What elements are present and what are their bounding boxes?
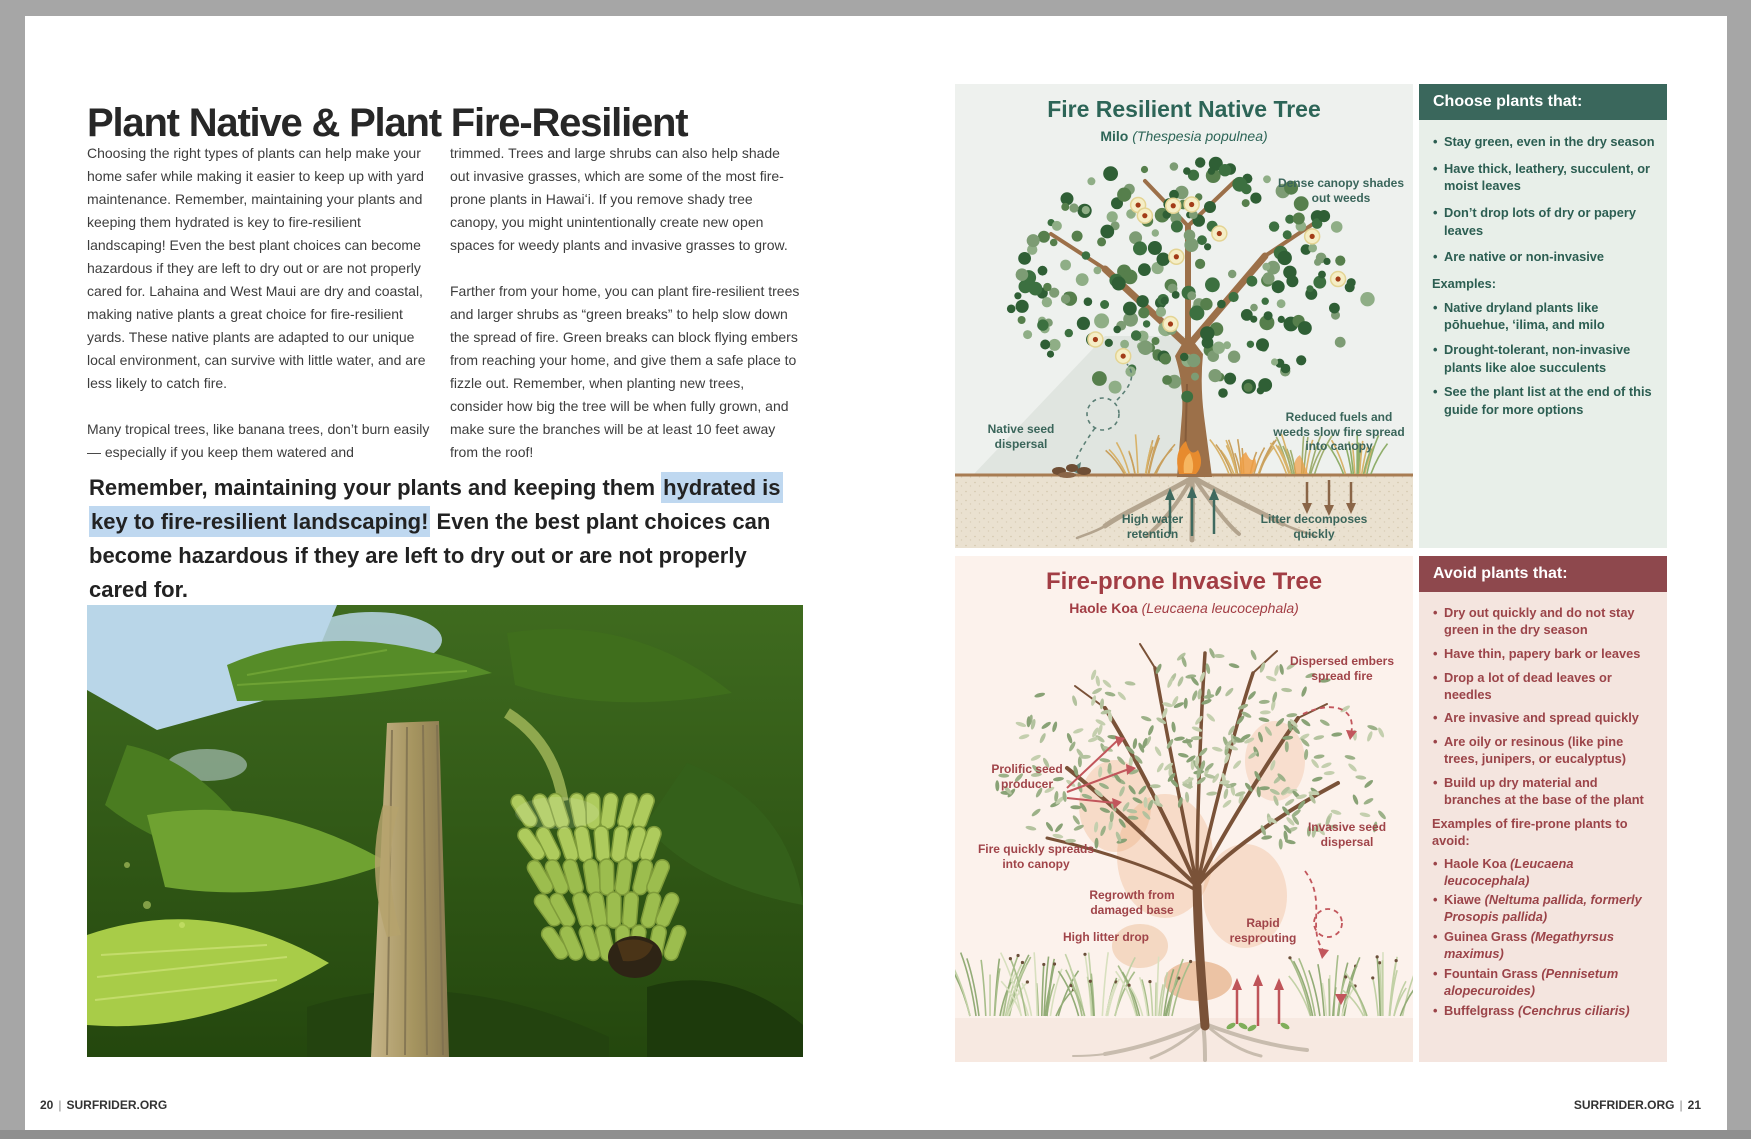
label-dense-canopy: Dense canopy shades out weeds	[1277, 176, 1405, 205]
plant-name: Fountain Grass	[1444, 966, 1538, 982]
native-tree-art	[955, 84, 1413, 548]
plant-latin-name: (Thespesia populnea)	[1132, 128, 1268, 144]
plant-name: Guinea Grass	[1444, 929, 1528, 945]
list-item: • Are oily or resinous (like pine trees, junipers, or eucalyptus)	[1432, 734, 1657, 768]
plant-latin-name: (Leucaena leucocephala)	[1141, 600, 1299, 616]
pull-quote-highlight: hydrated is key to fire-resilient landscaping!	[89, 472, 783, 537]
avoid-bullet-list	[1432, 605, 1657, 809]
paragraph: Many tropical trees, like banana trees, don’t burn easily — especially if you keep them watered and	[87, 421, 430, 460]
plant-name: Buffelgrass	[1444, 1002, 1515, 1018]
paragraph: Farther from your home, you can plant fire-resilient trees and larger shrubs as “green breaks” to help slow down the spread of fire. Green breaks can block flying embers from reaching your home, and give them a safe place to fizzle out. Remember, when planting new trees, consider how big the tree will be when fully grown, and make sure the branches will be at least 10 feet away from the roof!	[450, 283, 800, 460]
label-prolific-seed: Prolific seed producer	[991, 762, 1063, 791]
page-number: 20	[40, 1098, 54, 1112]
list-item: • See the plant list at the end of this guide for more options	[1432, 383, 1657, 418]
label-reduced-fuels: Reduced fuels and weeds slow fire spread into canopy	[1273, 410, 1405, 454]
plant-latin: (Leucaena leucocephala)	[1444, 855, 1574, 888]
native-diagram-subtitle	[955, 128, 1413, 144]
list-item: • Are invasive and spread quickly	[1432, 710, 1657, 727]
site-name: SURFRIDER.ORG	[1573, 1098, 1675, 1112]
site-name: SURFRIDER.ORG	[66, 1098, 168, 1112]
label-regrowth-base: Regrowth from damaged base	[1089, 888, 1175, 917]
footer-left	[40, 1098, 167, 1112]
label-fire-spreads-canopy: Fire quickly spreads into canopy	[977, 842, 1095, 871]
pull-quote-text: Remember, maintaining your plants and keeping them	[89, 475, 662, 500]
label-rapid-resprouting: Rapid resprouting	[1229, 916, 1297, 945]
list-item: • Build up dry material and branches at the base of the plant	[1432, 775, 1657, 809]
footer-separator: |	[58, 1098, 62, 1112]
invasive-tree-diagram	[955, 556, 1413, 1062]
choose-panel-body	[1419, 120, 1667, 419]
plant-latin: (Cenchrus ciliaris)	[1517, 1002, 1630, 1018]
label-native-seed-dispersal: Native seed dispersal	[987, 422, 1055, 451]
examples-heading: Examples of fire-prone plants to avoid:	[1432, 815, 1628, 848]
plant-latin: (Megathyrsus maximus)	[1444, 929, 1614, 962]
page-number: 21	[1687, 1098, 1701, 1112]
list-item: • Don’t drop lots of dry or papery leaves	[1432, 204, 1657, 239]
document-page-spread	[25, 16, 1727, 1130]
plant-common-name: Haole Koa	[1069, 600, 1138, 616]
invasive-diagram-subtitle	[955, 600, 1413, 616]
list-item	[1432, 966, 1657, 1000]
invasive-diagram-title: Fire-prone Invasive Tree	[1045, 568, 1323, 595]
avoid-plants-panel	[1419, 556, 1667, 1062]
label-litter-decomposes: Litter decomposes quickly	[1260, 512, 1368, 541]
examples-heading: Examples:	[1432, 275, 1497, 291]
list-item: • Dry out quickly and do not stay green in the dry season	[1432, 605, 1657, 639]
label-dispersed-embers: Dispersed embers spread fire	[1289, 654, 1395, 683]
plant-common-name: Milo	[1100, 128, 1129, 144]
label-high-litter-drop: High litter drop	[1063, 930, 1149, 944]
native-tree-diagram	[955, 84, 1413, 548]
native-diagram-title: Fire Resilient Native Tree	[1047, 96, 1321, 122]
choose-bullet-list	[1432, 133, 1657, 266]
list-item: • Stay green, even in the dry season	[1432, 133, 1657, 151]
plant-name: Kiawe	[1444, 892, 1481, 908]
body-column-1	[87, 142, 437, 487]
list-item	[1432, 892, 1657, 926]
pull-quote	[89, 471, 803, 607]
list-item: • Drop a lot of dead leaves or needles	[1432, 670, 1657, 704]
page-title: Plant Native & Plant Fire-Resilient	[87, 100, 688, 145]
banana-tree-photo-art	[87, 605, 803, 1057]
plant-latin: (Pennisetum alopecuroides)	[1444, 966, 1619, 998]
footer-right	[1574, 1098, 1701, 1112]
paragraph: Choosing the right types of plants can help make your home safer while making it easier to keep up with yard maintenance. Remember, maintaining your plants and keeping them hydrated is key to fire-resilient landscaping! Even the best plant choices can become hazardous if they are left to dry out or are not properly cared for. Lahaina and West Maui are dry and coastal, making native plants a great choice for fire-resilient yards. These native plants are adapted to our unique local environment, can survive with little water, and are less likely to catch fire.	[87, 145, 426, 391]
viewer-bottom-edge	[0, 1130, 1751, 1139]
choose-panel-header: Choose plants that:	[1419, 84, 1667, 120]
list-item: • Native dryland plants like pōhuehue, ʻilima, and milo	[1432, 299, 1657, 334]
pull-quote-text: Even the best plant choices can become hazardous if they are left to dry out or are not properly cared for.	[89, 509, 771, 602]
choose-examples-list	[1432, 299, 1657, 419]
list-item	[1432, 856, 1657, 890]
invasive-tree-art	[955, 556, 1413, 1062]
list-item	[1432, 929, 1657, 963]
paragraph: trimmed. Trees and large shrubs can also help shade out invasive grasses, which are some of the most fire-prone plants in Hawaiʻi. If you remove shady tree canopy, you might unintentionally create new open spaces for weedy plants and invasive grasses to grow.	[450, 145, 788, 253]
list-item: • Have thick, leathery, succulent, or moist leaves	[1432, 160, 1657, 195]
list-item	[1432, 1003, 1657, 1020]
list-item: • Drought-tolerant, non-invasive plants like aloe succulents	[1432, 341, 1657, 376]
plant-name: Haole Koa	[1444, 855, 1507, 871]
label-high-water-retention: High water retention	[1121, 512, 1184, 541]
plant-latin: (Neltuma pallida, formerly Prosopis pallida)	[1444, 892, 1642, 925]
list-item: • Have thin, papery bark or leaves	[1432, 646, 1657, 663]
footer-separator: |	[1679, 1098, 1683, 1112]
banana-tree-photo	[87, 605, 803, 1057]
list-item: • Are native or non-invasive	[1432, 248, 1657, 266]
body-column-2	[450, 142, 800, 487]
avoid-panel-header: Avoid plants that:	[1419, 556, 1667, 592]
label-invasive-seed-dispersal: Invasive seed dispersal	[1307, 820, 1387, 849]
avoid-examples-list	[1432, 856, 1657, 1020]
choose-plants-panel	[1419, 84, 1667, 548]
avoid-panel-body	[1419, 592, 1667, 1020]
